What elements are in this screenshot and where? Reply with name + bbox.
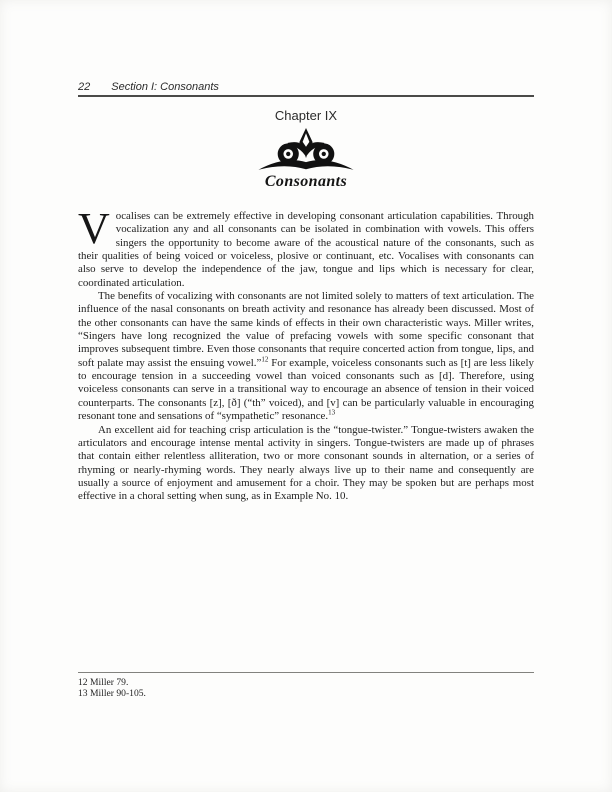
paragraph-2: [78, 290, 534, 423]
header-rule: [78, 95, 534, 97]
footnote-rule: [78, 672, 534, 673]
paragraph-2-text-a: The benefits of vocalizing with consonants are not limited solely to matters of text articulation. The influence of the nasal consonants on breath activity and resonance has already been discussed. Most of the other consonants can have the same kinds of effects in their own characteristic ways. Miller writes, “Singers have long recognized the value of prefacing vowels with some specific consonant that improves subsequent timbre. Even those consonants that require concerted action from tongue, lips, and soft palate may assist the ensuing vowel.”: [78, 290, 534, 369]
footnote-13: 13 Miller 90-105.: [78, 688, 146, 700]
paragraph-2-text-b: For example, voiceless consonants such as [t] are less likely to encourage tension in a succeeding vowel than voiced consonants such as [d]. Therefore, using voiceless consonants can serve in a transitional way to encourage an absence of tension in their voiced counterparts. The consonants [z], [ð] (“th” voiced), and [v] can be particularly valuable in encouraging resonant tone and sensations of “sympathetic” resonance.: [78, 356, 534, 423]
chapter-body: [78, 204, 534, 504]
paragraph-1-text: ocalises can be extremely effective in developing consonant articulation capabilities. Through vocalization any and all consonants can be isolated in combination with vowels. This offers singers the opportunity to become aware of the acoustical nature of the consonants, such as their qualities of being voiced or voiceless, plosive or continuant, etc. Vocalises with consonants can also serve to develop the independence of the jaw, tongue and lips which is necessary for clear, coordinated articulation.: [78, 210, 534, 289]
footnote-ref-12: 12: [261, 355, 269, 364]
scroll-pediment-ornament-icon: [258, 128, 354, 176]
drop-cap: V: [78, 204, 110, 253]
footnotes: [78, 672, 534, 700]
paragraph-3-text: An excellent aid for teaching crisp articulation is the “tongue-twister.” Tongue-twisters awaken the articulators and encourage intense mental activity in singers. Tongue-twisters are made up of phrases that contain either relentless alliteration, two or more consonant sounds in alternation, or a series of rhyming or nearly-rhyming words. They nearly always live up to their name and consequently are usually a source of enjoyment and amusement for a choir. They may be spoken but are perhaps most effective in a choral setting when sung, as in Example No. 10.: [78, 423, 534, 503]
page-number: 22: [78, 81, 91, 93]
running-header: [78, 81, 534, 93]
chapter-title: Consonants: [264, 173, 348, 190]
chapter-label: Chapter IX: [274, 108, 338, 123]
paragraph-1: [78, 204, 534, 290]
footnote-12: 12 Miller 79.: [78, 677, 129, 688]
footnote-ref-13: 13: [328, 408, 336, 417]
paragraph-3: [78, 424, 534, 504]
section-title: Section I: Consonants: [111, 81, 219, 93]
